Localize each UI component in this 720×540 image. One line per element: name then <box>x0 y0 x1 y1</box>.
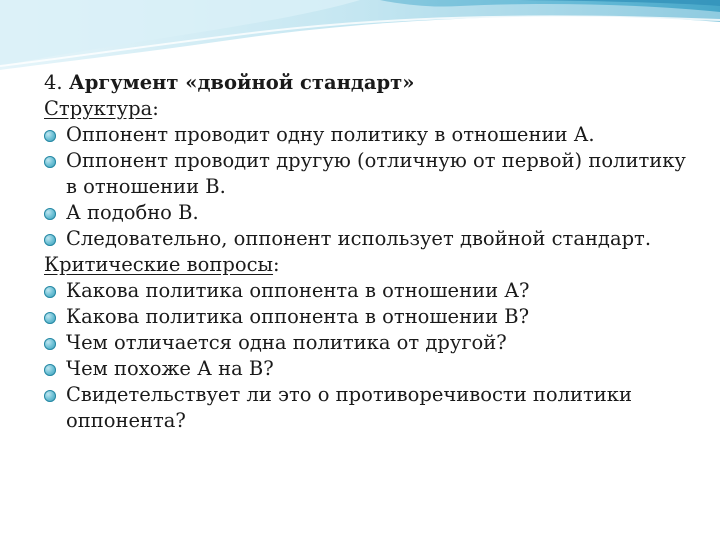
structure-item <box>44 226 694 252</box>
slide-body <box>44 70 694 434</box>
bullet-icon <box>44 234 56 246</box>
question-item <box>44 382 694 434</box>
title-text: Аргумент «двойной стандарт» <box>68 71 415 94</box>
bullet-icon <box>44 390 56 402</box>
questions-heading <box>44 252 694 278</box>
structure-item <box>44 122 694 148</box>
bullet-icon <box>44 286 56 298</box>
structure-heading <box>44 96 694 122</box>
structure-item-text: Оппонент проводит другую (отличную от первой) политику в отношении В. <box>66 149 686 198</box>
question-item <box>44 330 694 356</box>
question-item-text: Какова политика оппонента в отношении В? <box>66 305 530 328</box>
question-item-text: Свидетельствует ли это о противоречивости политики оппонента? <box>66 383 632 432</box>
question-item <box>44 356 694 382</box>
structure-item-text: А подобно В. <box>66 201 199 224</box>
structure-item <box>44 200 694 226</box>
bullet-icon <box>44 312 56 324</box>
question-item <box>44 304 694 330</box>
question-item <box>44 278 694 304</box>
questions-label: Критические вопросы <box>44 253 274 276</box>
bullet-icon <box>44 156 56 168</box>
question-item-text: Чем отличается одна политика от другой? <box>66 331 507 354</box>
header-wave-decoration <box>0 0 720 80</box>
structure-item <box>44 148 694 200</box>
structure-label: Структура <box>44 97 153 120</box>
title-prefix: 4. <box>44 71 69 94</box>
bullet-icon <box>44 364 56 376</box>
question-item-text: Какова политика оппонента в отношении А? <box>66 279 530 302</box>
question-item-text: Чем похоже А на В? <box>66 357 274 380</box>
bullet-icon <box>44 338 56 350</box>
bullet-icon <box>44 130 56 142</box>
structure-colon: : <box>152 97 159 120</box>
structure-item-text: Оппонент проводит одну политику в отношении А. <box>66 123 595 146</box>
structure-item-text: Следовательно, оппонент использует двойной стандарт. <box>66 227 652 250</box>
slide-title <box>44 70 694 96</box>
bullet-icon <box>44 208 56 220</box>
questions-colon: : <box>273 253 280 276</box>
